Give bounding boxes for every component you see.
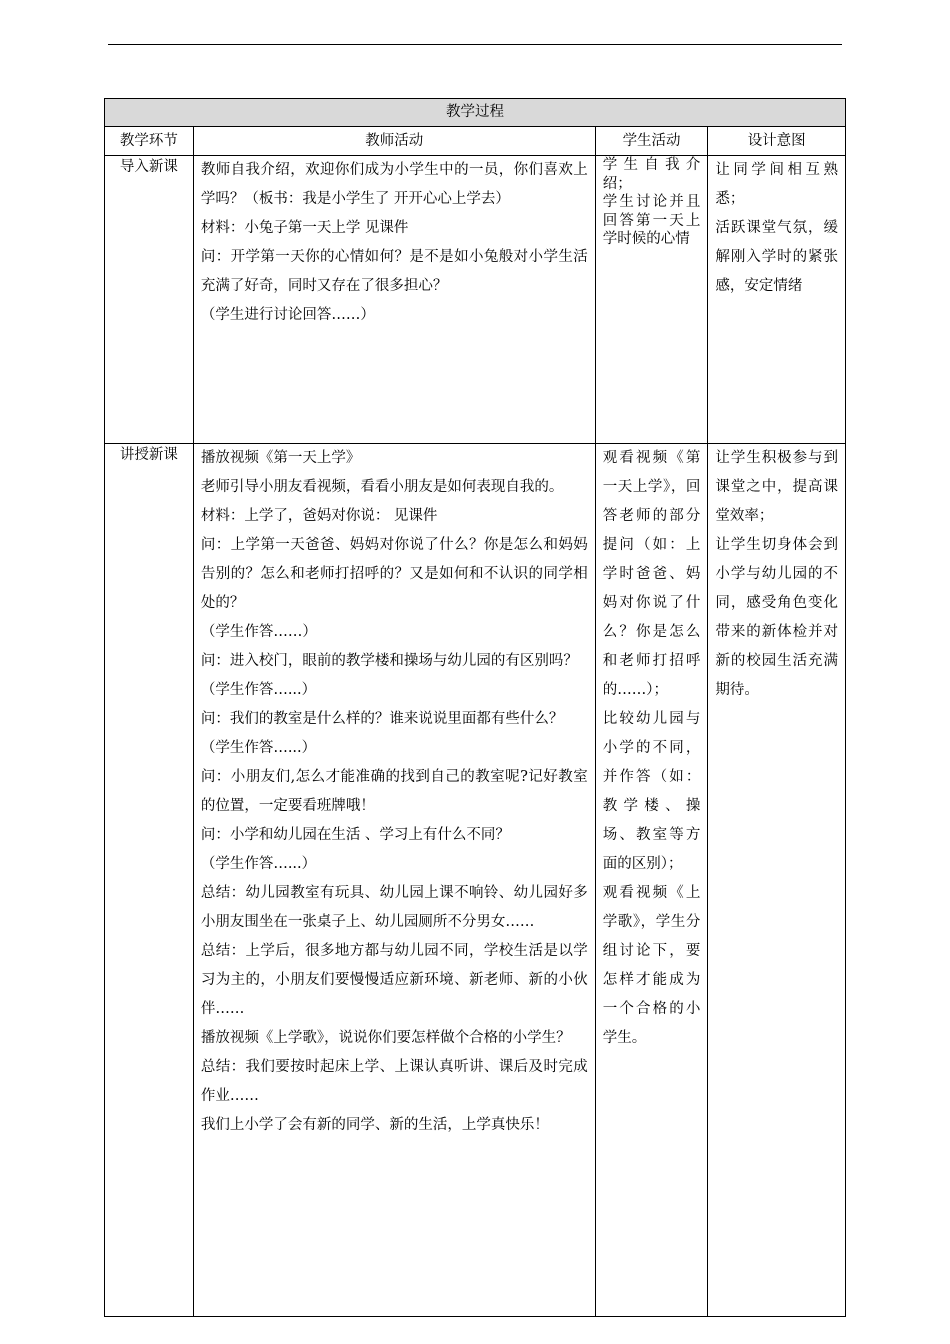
teacher-paragraph: 问：小朋友们,怎么才能准确的找到自己的教室呢?记好教室的位置，一定要看班牌哦！ <box>200 769 588 814</box>
table-title-row <box>105 99 846 127</box>
stage-cell: 讲授新课 <box>105 444 194 1317</box>
teacher-paragraph: 教师自我介绍，欢迎你们成为小学生中的一员，你们喜欢上学吗？（板书：我是小学生了 开开心心上学去） <box>200 162 588 207</box>
design-intent-cell <box>708 444 846 1317</box>
teacher-paragraph: 问：进入校门，眼前的教学楼和操场与幼儿园的有区别吗？ <box>200 653 578 669</box>
teacher-paragraph: 我们上小学了会有新的同学、新的生活，上学真快乐！ <box>200 1117 549 1133</box>
teacher-paragraph: 老师引导小朋友看视频，看看小朋友是如何表现自我的。 <box>200 479 564 495</box>
header-student-activity: 学生活动 <box>595 127 708 156</box>
table-row <box>105 156 846 444</box>
header-rule <box>108 44 842 45</box>
table-title: 教学过程 <box>105 99 846 127</box>
teacher-paragraph: （学生作答……） <box>200 624 317 640</box>
teacher-paragraph: 问：我们的教室是什么样的？谁来说说里面都有些什么？ <box>200 711 564 727</box>
teacher-paragraph: 总结：上学后，很多地方都与幼儿园不同，学校生活是以学习为主的，小朋友们要慢慢适应新环境、新老师、新的小伙伴…… <box>200 943 588 1017</box>
student-activity-cell <box>595 444 708 1317</box>
teacher-paragraph: 材料：小兔子第一天上学 见课件 <box>200 220 409 236</box>
teacher-paragraph: 材料：上学了，爸妈对你说： 见课件 <box>200 508 438 524</box>
teacher-paragraph: 总结：我们要按时起床上学、上课认真听讲、课后及时完成作业…… <box>200 1059 588 1104</box>
stage-cell: 导入新课 <box>105 156 194 444</box>
student-activity-cell <box>595 156 708 444</box>
teaching-process-table <box>104 98 846 1317</box>
teacher-activity-cell <box>193 156 595 444</box>
table-row <box>105 444 846 1317</box>
design-intent-cell <box>708 156 846 444</box>
header-stage: 教学环节 <box>105 127 194 156</box>
student-paragraph: 学生讨论并且回答第一天上学时候的心情 <box>602 194 701 247</box>
teacher-paragraph: 播放视频《第一天上学》 <box>200 450 361 466</box>
table-header-row <box>105 127 846 156</box>
intent-paragraph: 让学生切身体会到小学与幼儿园的不同，感受角色变化带来的新体检并对新的校园生活充满期待。 <box>715 537 838 698</box>
teacher-paragraph: 问：上学第一天爸爸、妈妈对你说了什么？你是怎么和妈妈告别的？怎么和老师打招呼的？又是如何和不认识的同学相处的？ <box>200 537 588 611</box>
intent-paragraph: 活跃课堂气氛，缓解刚入学时的紧张感，安定情绪 <box>715 220 838 294</box>
header-teacher-activity: 教师活动 <box>193 127 595 156</box>
teacher-paragraph: 总结：幼儿园教室有玩具、幼儿园上课不响铃、幼儿园好多小朋友围坐在一张桌子上、幼儿园厕所不分男女…… <box>200 885 588 930</box>
student-paragraph: 观看视频《上学歌》，学生分组讨论下，要怎样才能成为一个合格的小学生。 <box>602 885 701 1046</box>
teacher-paragraph: （学生作答…...） <box>200 740 317 756</box>
intent-paragraph: 让学生积极参与到课堂之中，提高课堂效率； <box>715 450 838 524</box>
teacher-paragraph: 播放视频《上学歌》，说说你们要怎样做个合格的小学生？ <box>200 1030 571 1046</box>
teacher-paragraph: （学生进行讨论回答……） <box>200 307 375 323</box>
student-paragraph: 学 生 自 我 介绍； <box>602 157 701 192</box>
teacher-activity-cell <box>193 444 595 1317</box>
student-paragraph: 比较幼儿园与小学的不同，并作答（如：教 学 楼 、 操场、教室等方面的区别）； <box>602 711 701 872</box>
teacher-paragraph: （学生作答…...） <box>200 856 317 872</box>
teacher-paragraph: 问：小学和幼儿园在生活 、学习上有什么不同？ <box>200 827 510 843</box>
intent-paragraph: 让同学间相互熟悉； <box>715 162 838 207</box>
teacher-paragraph: （学生作答…...） <box>200 682 317 698</box>
header-design-intent: 设计意图 <box>708 127 846 156</box>
student-paragraph: 观看视频《第一天上学》，回答老师的部分提问（如：上学时爸爸、妈妈对你说了什么？你是怎么和老师打招呼的……）； <box>602 450 701 698</box>
teacher-paragraph: 问：开学第一天你的心情如何？是不是如小兔般对小学生活充满了好奇，同时又存在了很多担心？ <box>200 249 588 294</box>
